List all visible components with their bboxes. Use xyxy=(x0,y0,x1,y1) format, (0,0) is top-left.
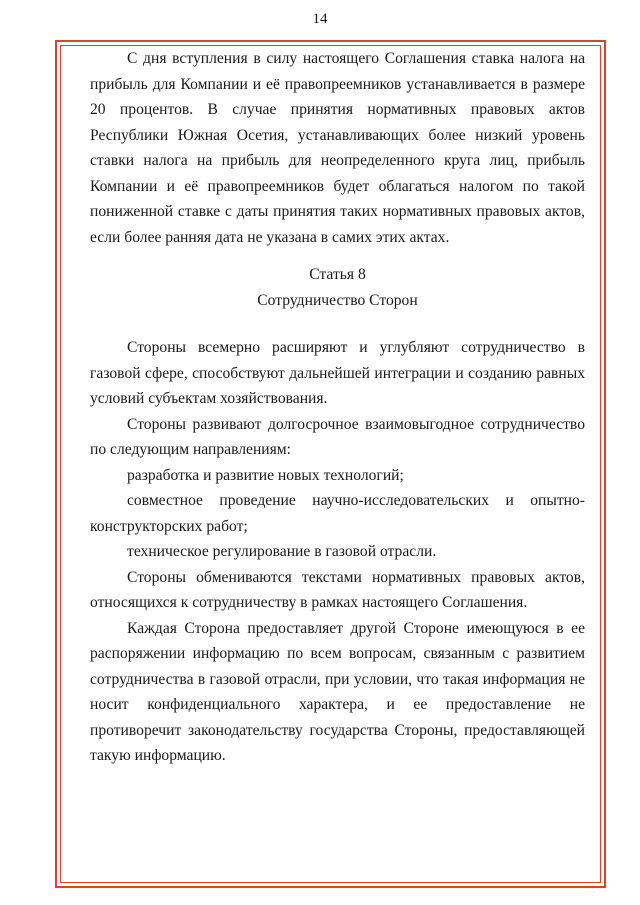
paragraph-legal-acts: Стороны обмениваются текстами нормативных правовых актов, относящихся к сотрудничеству в рамках настоящего Соглашения. xyxy=(90,568,585,611)
list-item-technologies: разработка и развитие новых технологий; xyxy=(127,466,404,484)
article-title: Сотрудничество Сторон xyxy=(257,291,418,309)
page-number: 14 xyxy=(312,11,328,27)
list-item-regulation: техническое регулирование в газовой отрасли. xyxy=(127,543,437,560)
list-item-research: совместное проведение научно-исследовательских и опытно-конструкторских работ; xyxy=(90,492,585,535)
paragraph-information: Каждая Сторона предоставляет другой Стороне имеющуюся в ее распоряжении информацию по всем вопросам, связанным с развитием сотрудничества в газовой отрасли, при условии, что такая информация не носит конфиденциального характера, и ее предоставление не противоречит законодательству государства Стороны, предоставляющей такую информацию. xyxy=(90,619,585,764)
paragraph-directions-intro: Стороны развивают долгосрочное взаимовыгодное сотрудничество по следующим направлениям: xyxy=(90,415,585,458)
article-number: Статья 8 xyxy=(309,266,366,283)
paragraph-cooperation: Стороны всемерно расширяют и углубляют сотрудничество в газовой сфере, способствуют дальнейшей интеграции и созданию равных условий субъектам хозяйствования. xyxy=(90,339,585,407)
paragraph-tax-rate: С дня вступления в силу настоящего Соглашения ставка налога на прибыль для Компании и её правопреемников устанавливается в размере 20 процентов. В случае принятия нормативных правовых актов Республики Южная Осетия, устанавливающих более низкий уровень ставки налога на прибыль для неопределенного круга лиц, прибыль Компании и её правопреемников будет облагаться налогом по такой пониженной ставке с даты принятия таких нормативных правовых актов, если более ранняя дата не указана в самих этих актах. xyxy=(90,50,585,246)
document-body xyxy=(90,46,585,769)
